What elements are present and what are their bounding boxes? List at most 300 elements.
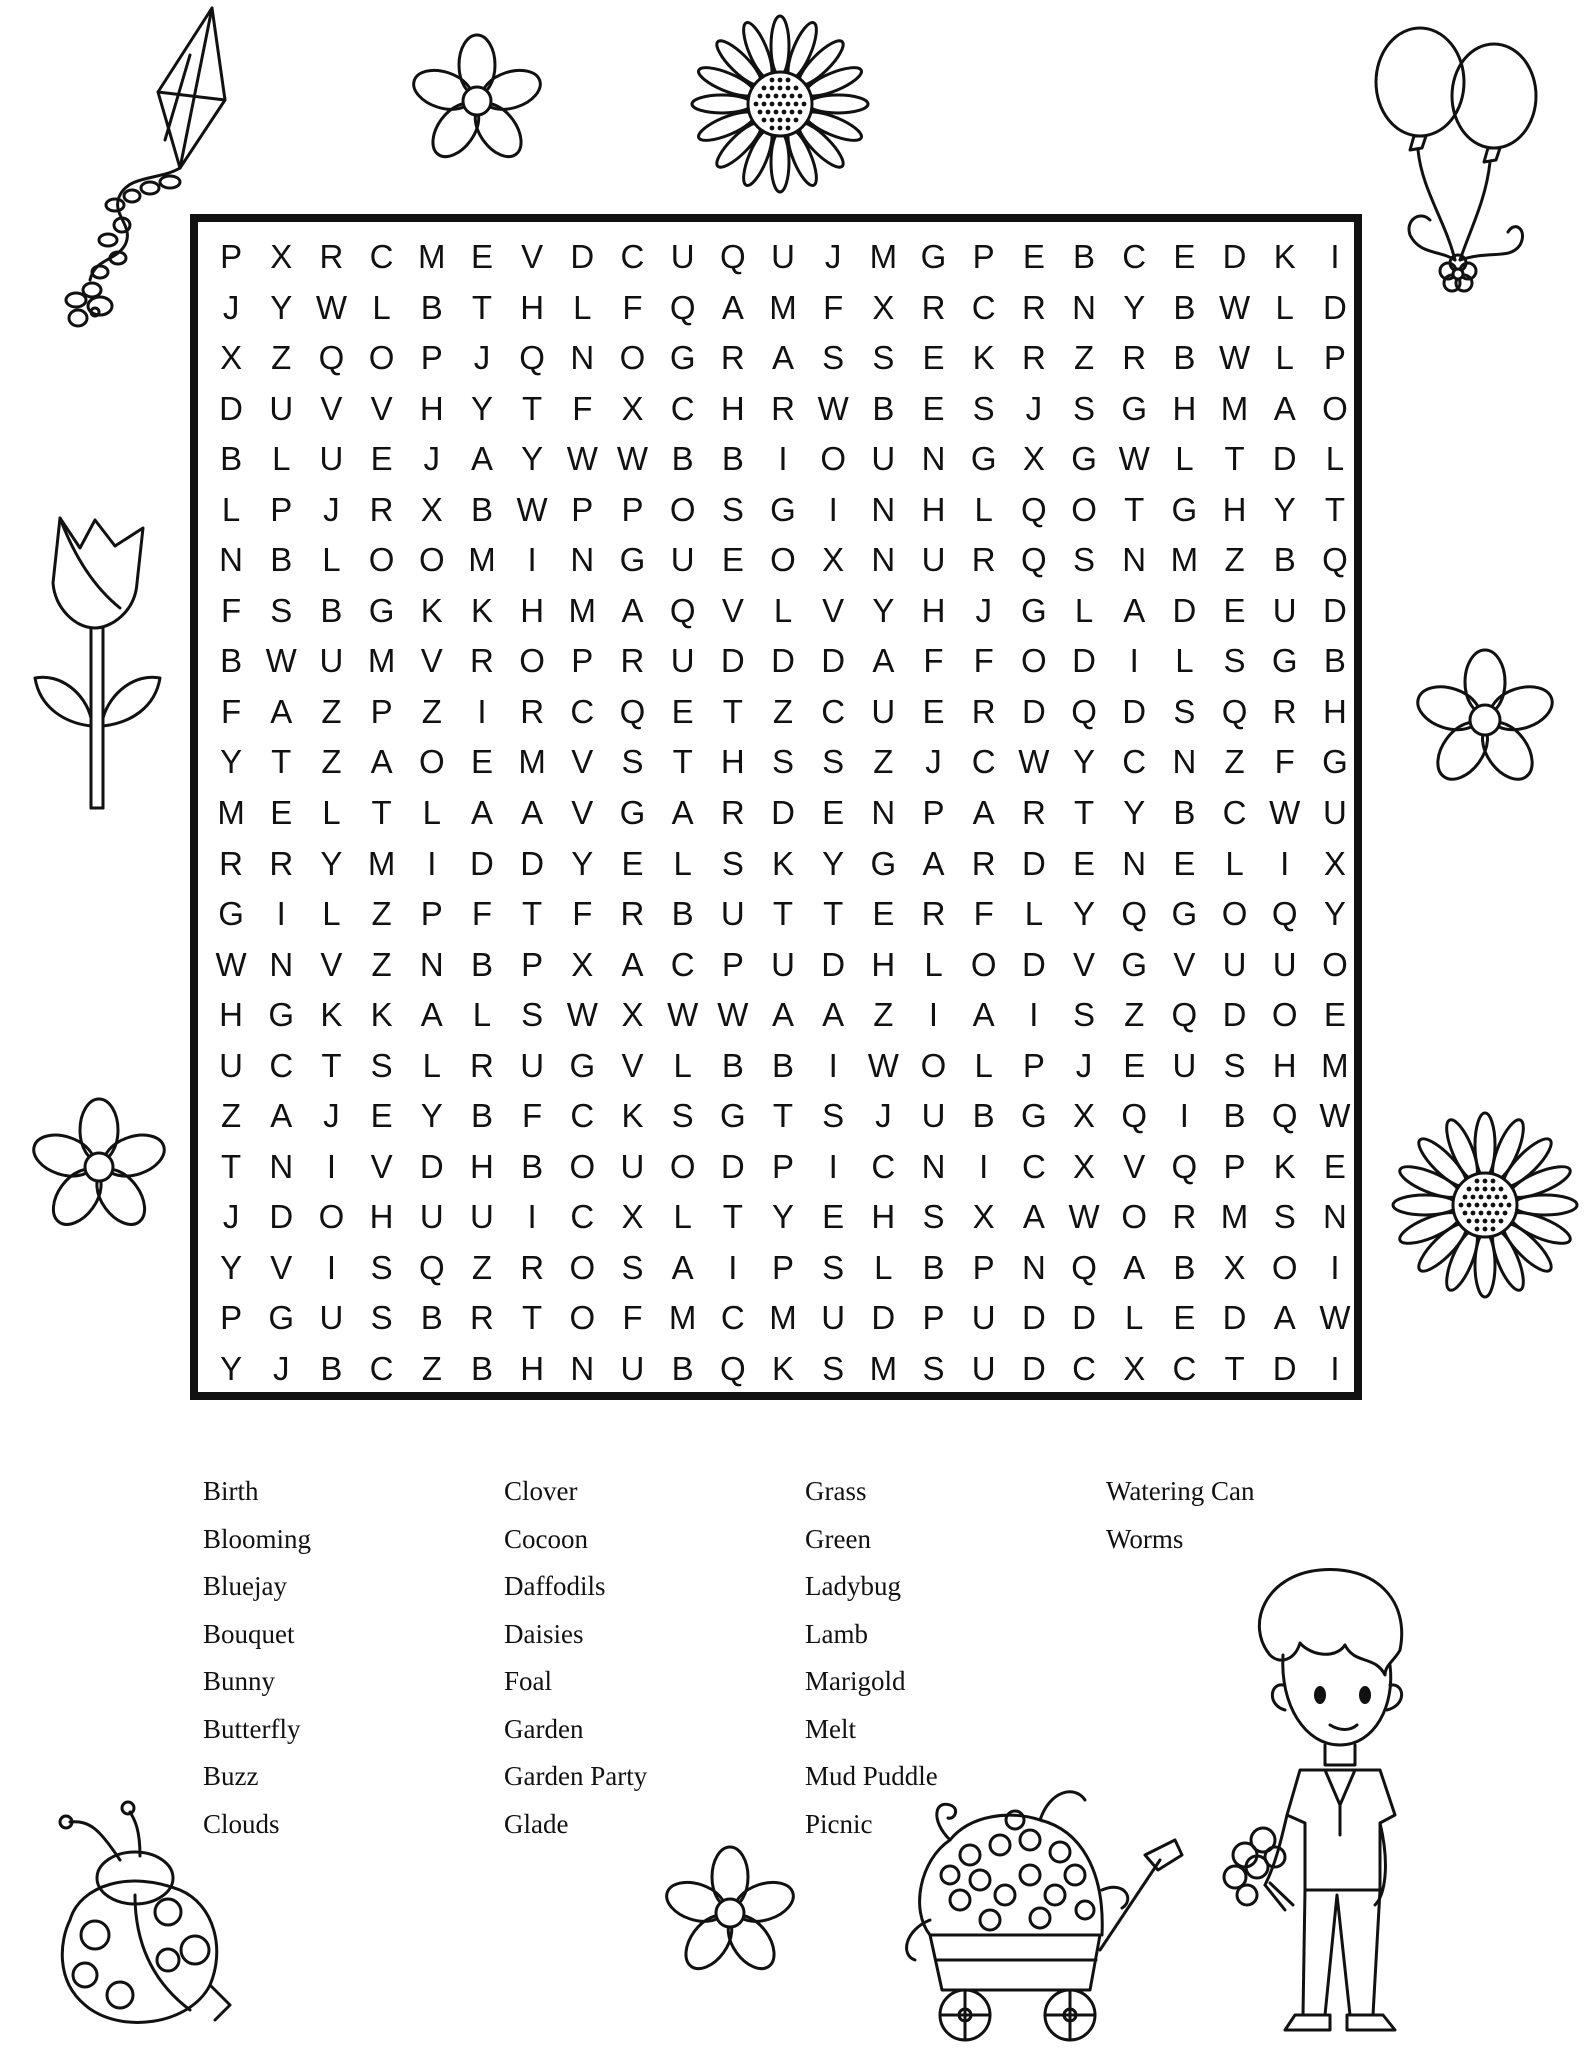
grid-letter[interactable]: O	[318, 1198, 345, 1236]
grid-letter[interactable]: B	[1273, 541, 1296, 579]
grid-letter[interactable]: D	[570, 238, 595, 276]
grid-letter[interactable]: M	[1220, 1198, 1249, 1236]
grid-letter[interactable]: Z	[471, 1248, 493, 1286]
grid-letter[interactable]: D	[771, 793, 795, 831]
grid-letter[interactable]: D	[1021, 945, 1046, 983]
grid-letter[interactable]: W	[867, 1046, 899, 1084]
grid-letter[interactable]: A	[370, 743, 393, 781]
grid-letter[interactable]: A	[972, 996, 995, 1034]
grid-letter[interactable]: K	[370, 996, 393, 1034]
grid-letter[interactable]: T	[371, 793, 392, 831]
grid-letter[interactable]: Y	[220, 1248, 243, 1286]
grid-letter[interactable]: G	[669, 339, 696, 377]
grid-letter[interactable]: R	[971, 692, 996, 730]
grid-letter[interactable]: E	[621, 844, 644, 882]
grid-letter[interactable]: G	[268, 1299, 295, 1337]
grid-letter[interactable]: K	[771, 844, 794, 882]
grid-letter[interactable]: V	[370, 389, 393, 427]
grid-letter[interactable]: U	[971, 1299, 996, 1337]
grid-letter[interactable]: L	[974, 490, 993, 528]
grid-letter[interactable]: Q	[1221, 692, 1248, 730]
grid-letter[interactable]: S	[721, 844, 744, 882]
grid-letter[interactable]: R	[971, 844, 996, 882]
grid-letter[interactable]: H	[1172, 389, 1197, 427]
grid-letter[interactable]: S	[521, 996, 544, 1034]
grid-letter[interactable]: R	[620, 642, 645, 680]
grid-letter[interactable]: B	[470, 1349, 493, 1387]
grid-letter[interactable]: F	[221, 591, 242, 629]
grid-letter[interactable]: B	[220, 440, 243, 478]
grid-letter[interactable]: X	[1022, 440, 1045, 478]
grid-letter[interactable]: C	[570, 1097, 595, 1135]
grid-letter[interactable]: X	[1223, 1248, 1246, 1286]
grid-letter[interactable]: C	[1021, 1147, 1046, 1185]
grid-letter[interactable]: F	[572, 895, 593, 933]
grid-letter[interactable]: D	[821, 945, 846, 983]
grid-letter[interactable]: I	[928, 996, 939, 1034]
grid-letter[interactable]: Q	[1171, 996, 1198, 1034]
grid-letter[interactable]: T	[823, 895, 844, 933]
grid-letter[interactable]: P	[621, 490, 644, 528]
grid-letter[interactable]: R	[520, 692, 545, 730]
grid-letter[interactable]: X	[1123, 1349, 1146, 1387]
grid-letter[interactable]: P	[420, 339, 443, 377]
grid-letter[interactable]: K	[1273, 1147, 1296, 1185]
grid-letter[interactable]: V	[571, 743, 594, 781]
grid-letter[interactable]: U	[620, 1349, 645, 1387]
grid-letter[interactable]: D	[1021, 1299, 1046, 1337]
grid-letter[interactable]: I	[1129, 642, 1139, 680]
grid-letter[interactable]: Q	[619, 692, 646, 730]
grid-letter[interactable]: X	[1073, 1097, 1096, 1135]
grid-letter[interactable]: G	[920, 238, 947, 276]
grid-letter[interactable]: L	[422, 1046, 441, 1084]
grid-letter[interactable]: C	[1122, 238, 1147, 276]
grid-letter[interactable]: P	[721, 945, 744, 983]
grid-letter[interactable]: B	[320, 1349, 343, 1387]
grid-letter[interactable]: O	[1221, 895, 1248, 933]
grid-letter[interactable]: Y	[1323, 895, 1346, 933]
grid-letter[interactable]: J	[1075, 1046, 1093, 1084]
grid-letter[interactable]: N	[1322, 1198, 1347, 1236]
grid-letter[interactable]: L	[874, 1248, 893, 1286]
grid-letter[interactable]: B	[771, 1046, 794, 1084]
grid-letter[interactable]: M	[568, 591, 597, 629]
grid-letter[interactable]: H	[921, 591, 946, 629]
grid-letter[interactable]: N	[1021, 1248, 1046, 1286]
grid-letter[interactable]: I	[1179, 1097, 1189, 1135]
grid-letter[interactable]: D	[1021, 692, 1046, 730]
grid-letter[interactable]: E	[370, 1097, 393, 1135]
grid-letter[interactable]: P	[270, 490, 293, 528]
grid-letter[interactable]: J	[1025, 389, 1043, 427]
grid-letter[interactable]: W	[516, 490, 548, 528]
grid-letter[interactable]: H	[921, 490, 946, 528]
grid-letter[interactable]: S	[822, 1248, 845, 1286]
grid-letter[interactable]: H	[520, 288, 545, 326]
grid-letter[interactable]: A	[1123, 591, 1146, 629]
grid-letter[interactable]: B	[1323, 642, 1346, 680]
grid-letter[interactable]: B	[721, 1046, 744, 1084]
grid-letter[interactable]: O	[1322, 945, 1348, 983]
grid-letter[interactable]: D	[771, 642, 795, 680]
grid-letter[interactable]: B	[1073, 238, 1096, 276]
grid-letter[interactable]: M	[468, 541, 496, 579]
grid-letter[interactable]: R	[720, 339, 745, 377]
grid-letter[interactable]: B	[671, 440, 694, 478]
grid-letter[interactable]: T	[271, 743, 292, 781]
grid-letter[interactable]: Y	[1123, 288, 1146, 326]
grid-letter[interactable]: W	[1068, 1198, 1100, 1236]
grid-letter[interactable]: U	[670, 642, 695, 680]
grid-letter[interactable]: Z	[371, 945, 392, 983]
grid-letter[interactable]: D	[1322, 288, 1347, 326]
grid-letter[interactable]: E	[370, 440, 393, 478]
grid-letter[interactable]: U	[520, 1046, 545, 1084]
grid-letter[interactable]: R	[470, 1299, 494, 1337]
grid-letter[interactable]: M	[869, 238, 898, 276]
grid-letter[interactable]: L	[1275, 339, 1294, 377]
grid-letter[interactable]: C	[570, 1198, 595, 1236]
grid-letter[interactable]: P	[521, 945, 544, 983]
grid-letter[interactable]: O	[920, 1046, 947, 1084]
grid-letter[interactable]: M	[518, 743, 546, 781]
grid-letter[interactable]: X	[571, 945, 594, 983]
grid-letter[interactable]: A	[420, 996, 443, 1034]
grid-letter[interactable]: U	[921, 541, 946, 579]
grid-letter[interactable]: S	[872, 339, 895, 377]
grid-letter[interactable]: T	[772, 895, 794, 933]
grid-letter[interactable]: V	[270, 1248, 293, 1286]
grid-letter[interactable]: A	[1273, 1299, 1296, 1337]
grid-letter[interactable]: T	[522, 389, 543, 427]
grid-letter[interactable]: T	[722, 692, 743, 730]
grid-letter[interactable]: D	[1021, 1349, 1046, 1387]
grid-letter[interactable]: S	[822, 1349, 845, 1387]
grid-letter[interactable]: L	[221, 490, 241, 528]
grid-letter[interactable]: Y	[320, 844, 343, 882]
grid-letter[interactable]: A	[771, 339, 794, 377]
grid-letter[interactable]: B	[1173, 288, 1196, 326]
grid-letter[interactable]: G	[1271, 642, 1298, 680]
grid-letter[interactable]: C	[570, 692, 595, 730]
grid-letter[interactable]: A	[771, 996, 794, 1034]
grid-letter[interactable]: W	[1269, 793, 1301, 831]
grid-letter[interactable]: W	[566, 996, 598, 1034]
grid-letter[interactable]: C	[670, 945, 695, 983]
grid-letter[interactable]: C	[971, 288, 996, 326]
grid-letter[interactable]: U	[670, 541, 695, 579]
grid-letter[interactable]: O	[519, 642, 545, 680]
grid-letter[interactable]: B	[671, 1349, 694, 1387]
grid-letter[interactable]: R	[470, 642, 494, 680]
grid-letter[interactable]: E	[922, 339, 945, 377]
grid-letter[interactable]: R	[971, 541, 996, 579]
grid-letter[interactable]: Z	[321, 743, 342, 781]
grid-letter[interactable]: N	[570, 1349, 595, 1387]
grid-letter[interactable]: X	[872, 288, 895, 326]
grid-letter[interactable]: X	[270, 238, 293, 276]
grid-letter[interactable]: L	[1125, 1299, 1144, 1337]
grid-letter[interactable]: I	[326, 1248, 337, 1286]
grid-letter[interactable]: X	[1323, 844, 1346, 882]
grid-letter[interactable]: L	[1225, 844, 1244, 882]
grid-letter[interactable]: B	[470, 1097, 493, 1135]
grid-letter[interactable]: P	[922, 793, 945, 831]
grid-letter[interactable]: O	[1071, 490, 1097, 528]
grid-letter[interactable]: P	[771, 1147, 794, 1185]
grid-letter[interactable]: I	[527, 1198, 537, 1236]
grid-letter[interactable]: O	[619, 339, 646, 377]
grid-letter[interactable]: M	[367, 844, 396, 882]
grid-letter[interactable]: N	[570, 339, 595, 377]
grid-letter[interactable]: J	[824, 238, 842, 276]
grid-letter[interactable]: E	[270, 793, 293, 831]
grid-letter[interactable]: E	[671, 692, 694, 730]
grid-letter[interactable]: U	[771, 945, 795, 983]
grid-letter[interactable]: E	[470, 238, 493, 276]
grid-letter[interactable]: S	[771, 743, 794, 781]
grid-letter[interactable]: C	[269, 1046, 294, 1084]
grid-letter[interactable]: D	[1122, 692, 1147, 730]
grid-letter[interactable]: X	[621, 1198, 644, 1236]
grid-letter[interactable]: M	[769, 288, 797, 326]
grid-letter[interactable]: I	[1330, 1248, 1340, 1286]
grid-letter[interactable]: N	[921, 440, 946, 478]
grid-letter[interactable]: S	[621, 743, 644, 781]
grid-letter[interactable]: T	[522, 895, 543, 933]
grid-letter[interactable]: S	[370, 1046, 393, 1084]
grid-letter[interactable]: H	[419, 389, 444, 427]
grid-letter[interactable]: N	[269, 945, 294, 983]
grid-letter[interactable]: O	[770, 541, 796, 579]
grid-letter[interactable]: L	[673, 1046, 692, 1084]
grid-letter[interactable]: G	[1171, 895, 1198, 933]
grid-letter[interactable]: X	[972, 1198, 995, 1236]
grid-letter[interactable]: S	[370, 1299, 393, 1337]
grid-letter[interactable]: I	[1330, 1349, 1340, 1387]
grid-letter[interactable]: S	[721, 490, 744, 528]
grid-letter[interactable]: K	[972, 339, 995, 377]
grid-letter[interactable]: L	[1275, 288, 1294, 326]
grid-letter[interactable]: Z	[873, 743, 894, 781]
grid-letter[interactable]: G	[368, 591, 395, 629]
grid-letter[interactable]: E	[1022, 238, 1045, 276]
grid-letter[interactable]: E	[1173, 1299, 1196, 1337]
grid-letter[interactable]: B	[972, 1097, 995, 1135]
grid-letter[interactable]: G	[218, 895, 244, 933]
grid-letter[interactable]: M	[668, 1299, 697, 1337]
grid-letter[interactable]: T	[1124, 490, 1145, 528]
grid-letter[interactable]: Y	[420, 1097, 443, 1135]
grid-letter[interactable]: I	[276, 895, 286, 933]
grid-letter[interactable]: O	[569, 1299, 596, 1337]
grid-letter[interactable]: M	[418, 238, 446, 276]
grid-letter[interactable]: S	[822, 339, 845, 377]
grid-letter[interactable]: G	[1121, 389, 1148, 427]
grid-letter[interactable]: O	[1121, 1198, 1148, 1236]
grid-letter[interactable]: W	[1118, 440, 1150, 478]
grid-letter[interactable]: S	[1073, 541, 1096, 579]
grid-letter[interactable]: P	[571, 490, 594, 528]
grid-letter[interactable]: P	[220, 1299, 243, 1337]
grid-letter[interactable]: Q	[1071, 692, 1097, 730]
grid-letter[interactable]: K	[621, 1097, 644, 1135]
grid-letter[interactable]: W	[817, 389, 849, 427]
grid-letter[interactable]: H	[871, 1198, 896, 1236]
grid-letter[interactable]: H	[470, 1147, 494, 1185]
grid-letter[interactable]: W	[315, 288, 347, 326]
grid-letter[interactable]: J	[975, 591, 992, 629]
grid-letter[interactable]: O	[368, 339, 395, 377]
grid-letter[interactable]: P	[220, 238, 243, 276]
grid-letter[interactable]: B	[470, 945, 493, 983]
grid-letter[interactable]: L	[1074, 591, 1094, 629]
grid-letter[interactable]: Q	[1121, 895, 1148, 933]
grid-letter[interactable]: C	[369, 238, 394, 276]
grid-letter[interactable]: B	[872, 389, 895, 427]
grid-letter[interactable]: G	[870, 844, 897, 882]
grid-letter[interactable]: O	[1271, 1248, 1298, 1286]
grid-letter[interactable]: S	[822, 743, 845, 781]
grid-letter[interactable]: D	[1072, 1299, 1096, 1337]
grid-letter[interactable]: U	[419, 1198, 444, 1236]
grid-letter[interactable]: Q	[318, 339, 345, 377]
grid-letter[interactable]: I	[828, 1046, 838, 1084]
grid-letter[interactable]: E	[721, 541, 744, 579]
grid-letter[interactable]: O	[1271, 996, 1298, 1034]
grid-letter[interactable]: T	[672, 743, 693, 781]
grid-letter[interactable]: F	[973, 642, 994, 680]
grid-letter[interactable]: V	[420, 642, 443, 680]
grid-letter[interactable]: I	[1029, 996, 1039, 1034]
grid-letter[interactable]: X	[420, 490, 443, 528]
grid-letter[interactable]: C	[1172, 1349, 1197, 1387]
grid-letter[interactable]: D	[720, 642, 745, 680]
grid-letter[interactable]: G	[1322, 743, 1348, 781]
grid-letter[interactable]: R	[921, 288, 946, 326]
grid-letter[interactable]: Y	[521, 440, 544, 478]
grid-letter[interactable]: L	[322, 895, 341, 933]
grid-letter[interactable]: E	[1323, 996, 1346, 1034]
grid-letter[interactable]: F	[572, 389, 593, 427]
grid-letter[interactable]: A	[470, 440, 493, 478]
grid-letter[interactable]: H	[520, 1349, 545, 1387]
grid-letter[interactable]: K	[1273, 238, 1296, 276]
grid-letter[interactable]: F	[1274, 743, 1295, 781]
grid-letter[interactable]: L	[924, 945, 943, 983]
grid-letter[interactable]: N	[219, 541, 243, 579]
grid-letter[interactable]: U	[1172, 1046, 1197, 1084]
grid-letter[interactable]: N	[1122, 844, 1147, 882]
grid-letter[interactable]: B	[220, 642, 243, 680]
grid-letter[interactable]: D	[269, 1198, 294, 1236]
grid-letter[interactable]: P	[771, 1248, 794, 1286]
grid-letter[interactable]: L	[1024, 895, 1044, 933]
grid-letter[interactable]: O	[820, 440, 846, 478]
grid-letter[interactable]: E	[822, 793, 845, 831]
grid-letter[interactable]: B	[270, 541, 293, 579]
grid-letter[interactable]: A	[470, 793, 493, 831]
grid-letter[interactable]: D	[871, 1299, 896, 1337]
grid-letter[interactable]: X	[822, 541, 845, 579]
grid-letter[interactable]: N	[1122, 541, 1147, 579]
grid-letter[interactable]: C	[821, 692, 846, 730]
grid-letter[interactable]: L	[773, 591, 793, 629]
grid-letter[interactable]: X	[621, 996, 644, 1034]
grid-letter[interactable]: D	[1021, 844, 1046, 882]
grid-letter[interactable]: A	[270, 1097, 293, 1135]
grid-letter[interactable]: M	[1220, 389, 1249, 427]
grid-letter[interactable]: E	[1123, 1046, 1146, 1084]
grid-letter[interactable]: C	[871, 1147, 896, 1185]
grid-letter[interactable]: B	[1223, 1097, 1246, 1135]
grid-letter[interactable]: U	[319, 642, 344, 680]
grid-letter[interactable]: I	[1280, 844, 1290, 882]
grid-letter[interactable]: C	[1122, 743, 1147, 781]
grid-letter[interactable]: E	[872, 895, 895, 933]
grid-letter[interactable]: W	[265, 642, 297, 680]
grid-letter[interactable]: R	[620, 895, 645, 933]
grid-letter[interactable]: R	[470, 1046, 494, 1084]
grid-letter[interactable]: U	[1272, 591, 1297, 629]
grid-letter[interactable]: P	[420, 895, 443, 933]
grid-letter[interactable]: U	[871, 692, 896, 730]
grid-letter[interactable]: D	[1272, 440, 1297, 478]
grid-letter[interactable]: N	[871, 541, 896, 579]
grid-letter[interactable]: H	[520, 591, 545, 629]
grid-letter[interactable]: D	[720, 1147, 745, 1185]
grid-letter[interactable]: V	[721, 591, 744, 629]
grid-letter[interactable]: E	[1223, 591, 1246, 629]
grid-letter[interactable]: V	[1073, 945, 1096, 983]
grid-letter[interactable]: P	[1022, 1046, 1045, 1084]
grid-letter[interactable]: Y	[1123, 793, 1146, 831]
grid-letter[interactable]: O	[669, 490, 696, 528]
grid-letter[interactable]: D	[1222, 1299, 1247, 1337]
grid-letter[interactable]: S	[671, 1097, 694, 1135]
grid-letter[interactable]: F	[622, 1299, 643, 1337]
grid-letter[interactable]: H	[871, 945, 896, 983]
grid-letter[interactable]: J	[875, 1097, 892, 1135]
grid-letter[interactable]: U	[771, 238, 795, 276]
grid-letter[interactable]: Q	[1271, 895, 1298, 933]
grid-letter[interactable]: D	[219, 389, 243, 427]
grid-letter[interactable]: W	[667, 996, 699, 1034]
grid-letter[interactable]: O	[669, 1147, 696, 1185]
grid-letter[interactable]: H	[369, 1198, 394, 1236]
grid-letter[interactable]: G	[1171, 490, 1198, 528]
grid-letter[interactable]: T	[1224, 1349, 1245, 1387]
grid-letter[interactable]: K	[771, 1349, 794, 1387]
grid-letter[interactable]: R	[369, 490, 394, 528]
grid-letter[interactable]: I	[979, 1147, 989, 1185]
grid-letter[interactable]: U	[269, 389, 294, 427]
grid-letter[interactable]: B	[1173, 339, 1196, 377]
grid-letter[interactable]: Z	[321, 692, 342, 730]
grid-letter[interactable]: D	[1072, 642, 1096, 680]
grid-letter[interactable]: R	[520, 1248, 545, 1286]
grid-letter[interactable]: C	[1222, 793, 1247, 831]
grid-letter[interactable]: E	[1173, 844, 1196, 882]
grid-letter[interactable]: Q	[1071, 1248, 1097, 1286]
grid-letter[interactable]: T	[221, 1147, 242, 1185]
grid-letter[interactable]: G	[719, 1097, 746, 1135]
grid-letter[interactable]: N	[269, 1147, 294, 1185]
grid-letter[interactable]: V	[1123, 1147, 1146, 1185]
grid-letter[interactable]: C	[620, 238, 645, 276]
grid-letter[interactable]: A	[671, 793, 694, 831]
